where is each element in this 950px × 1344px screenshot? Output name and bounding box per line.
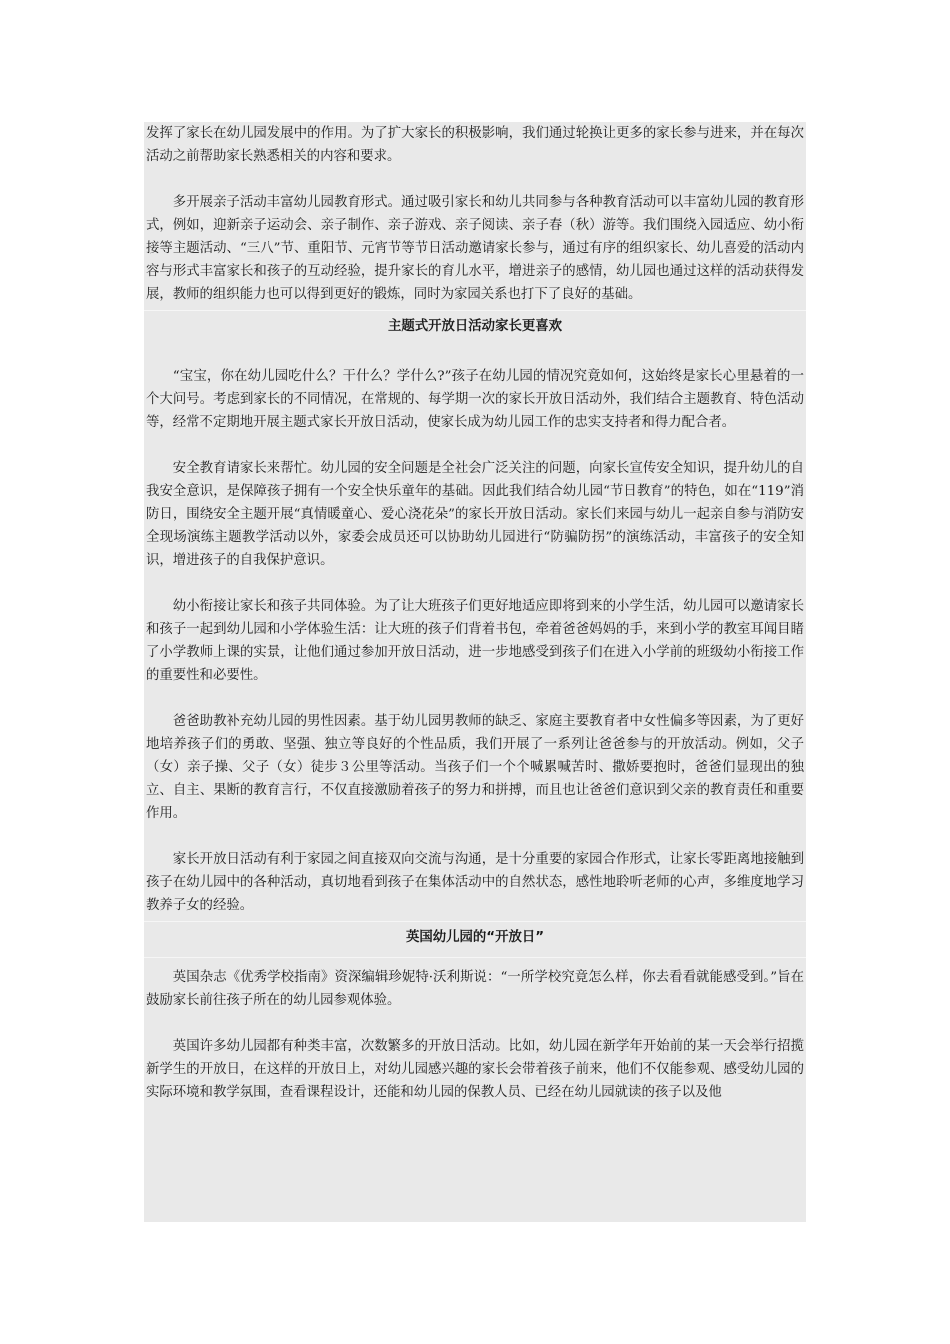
paragraph-open-day-benefits: 家长开放日活动有利于家园之间直接双向交流与沟通，是十分重要的家园合作形式，让家长零距离地接触到孩子在幼儿园中的各种活动，真切地看到孩子在集体活动中的自然状态，感性地聆听老师的心声，多维度地学习教养子女的经验。 [146,852,804,913]
paragraph-parent-child-activities: 多开展亲子活动丰富幼儿园教育形式。通过吸引家长和幼儿共同参与各种教育活动可以丰富幼儿园的教育形式，例如，迎新亲子运动会、亲子制作、亲子游戏、亲子阅读、亲子春（秋）游等。我们围绕入园适应、幼小衔接等主题活动、“三八”节、重阳节、元宵节等节日活动邀请家长参与，通过有序的组织家长、幼儿喜爱的活动内容与形式丰富家长和孩子的互动经验，提升家长的育儿水平，增进亲子的感情，幼儿园也通过这样的活动获得发展，教师的组织能力也可以得到更好的锻炼，同时为家园关系也打下了良好的基础。 [146,195,804,302]
heading-uk-open-day: 英国幼儿园的“开放日” [405,930,545,945]
paragraph-baobao: “宝宝，你在幼儿园吃什么？干什么？学什么?”孩子在幼儿园的情况究竟如何，这始终是家长心里悬着的一个大问号。考虑到家长的不同情况，在常规的、每学期一次的家长开放日活动外，我们结合主题教育、特色活动等，经常不定期地开展主题式家长开放日活动，使家长成为幼儿园工作的忠实支持者和得力配合者。 [146,369,804,430]
paragraph-father-teaching: 爸爸助教补充幼儿园的男性因素。基于幼儿园男教师的缺乏、家庭主要教育者中女性偏多等因素，为了更好地培养孩子们的勇敢、坚强、独立等良好的个性品质，我们开展了一系列让爸爸参与的开放活动。例如，父子（女）亲子操、父子（女）徒步３公里等活动。当孩子们一个个喊累喊苦时、撒娇要抱时，爸爸们显现出的独立、自主、果断的教育言行，不仅直接激励着孩子的努力和拼搏，而且也让爸爸们意识到父亲的教育责任和重要作用。 [146,714,804,821]
divider [144,957,806,958]
paragraph-kindergarten-transition: 幼小衔接让家长和孩子共同体验。为了让大班孩子们更好地适应即将到来的小学生活，幼儿园可以邀请家长和孩子一起到幼儿园和小学体验生活：让大班的孩子们背着书包，牵着爸爸妈妈的手，来到小学的教室耳闻目睹了小学教师上课的实景，让他们通过参加开放日活动，进一步地感受到孩子们在进入小学前的班级幼小衔接工作的重要性和必要性。 [146,599,804,683]
paragraph-gap [144,168,806,191]
paragraph-gap [144,687,806,710]
paragraph-gap [144,1012,806,1035]
paragraph-gap [144,342,806,365]
paragraph-gap [144,572,806,595]
paragraph-gap [144,434,806,457]
paragraph-uk-quote: 英国杂志《优秀学校指南》资深编辑珍妮特·沃利斯说：“一所学校究竟怎么样，你去看看就能感受到。”旨在鼓励家长前往孩子所在的幼儿园参观体验。 [146,970,804,1008]
paragraph-safety-education: 安全教育请家长来帮忙。幼儿园的安全问题是全社会广泛关注的问题，向家长宣传安全知识，提升幼儿的自我安全意识，是保障孩子拥有一个安全快乐童年的基础。因此我们结合幼儿园“节日教育”的特色，如在“119”消防日，围绕安全主题开展“真情暖童心、爱心浇花朵”的家长开放日活动。家长们来园与幼儿一起亲自参与消防安全现场演练主题教学活动以外，家委会成员还可以协助幼儿园进行“防骗防拐”的演练活动，丰富孩子的安全知识，增进孩子的自我保护意识。 [146,461,804,568]
document-body [144,122,806,1222]
paragraph-intro: 发挥了家长在幼儿园发展中的作用。为了扩大家长的积极影响，我们通过轮换让更多的家长参与进来，并在每次活动之前帮助家长熟悉相关的内容和要求。 [146,126,804,164]
paragraph-uk-open-days: 英国许多幼儿园都有种类丰富，次数繁多的开放日活动。比如，幼儿园在新学年开始前的某一天会举行招揽新学生的开放日，在这样的开放日上，对幼儿园感兴趣的家长会带着孩子前来，他们不仅能参观、感受幼儿园的实际环境和教学氛围，查看课程设计，还能和幼儿园的保教人员、已经在幼儿园就读的孩子以及他 [146,1039,804,1100]
paragraph-gap [144,825,806,848]
heading-theme-open-day: 主题式开放日活动家长更喜欢 [387,319,563,334]
